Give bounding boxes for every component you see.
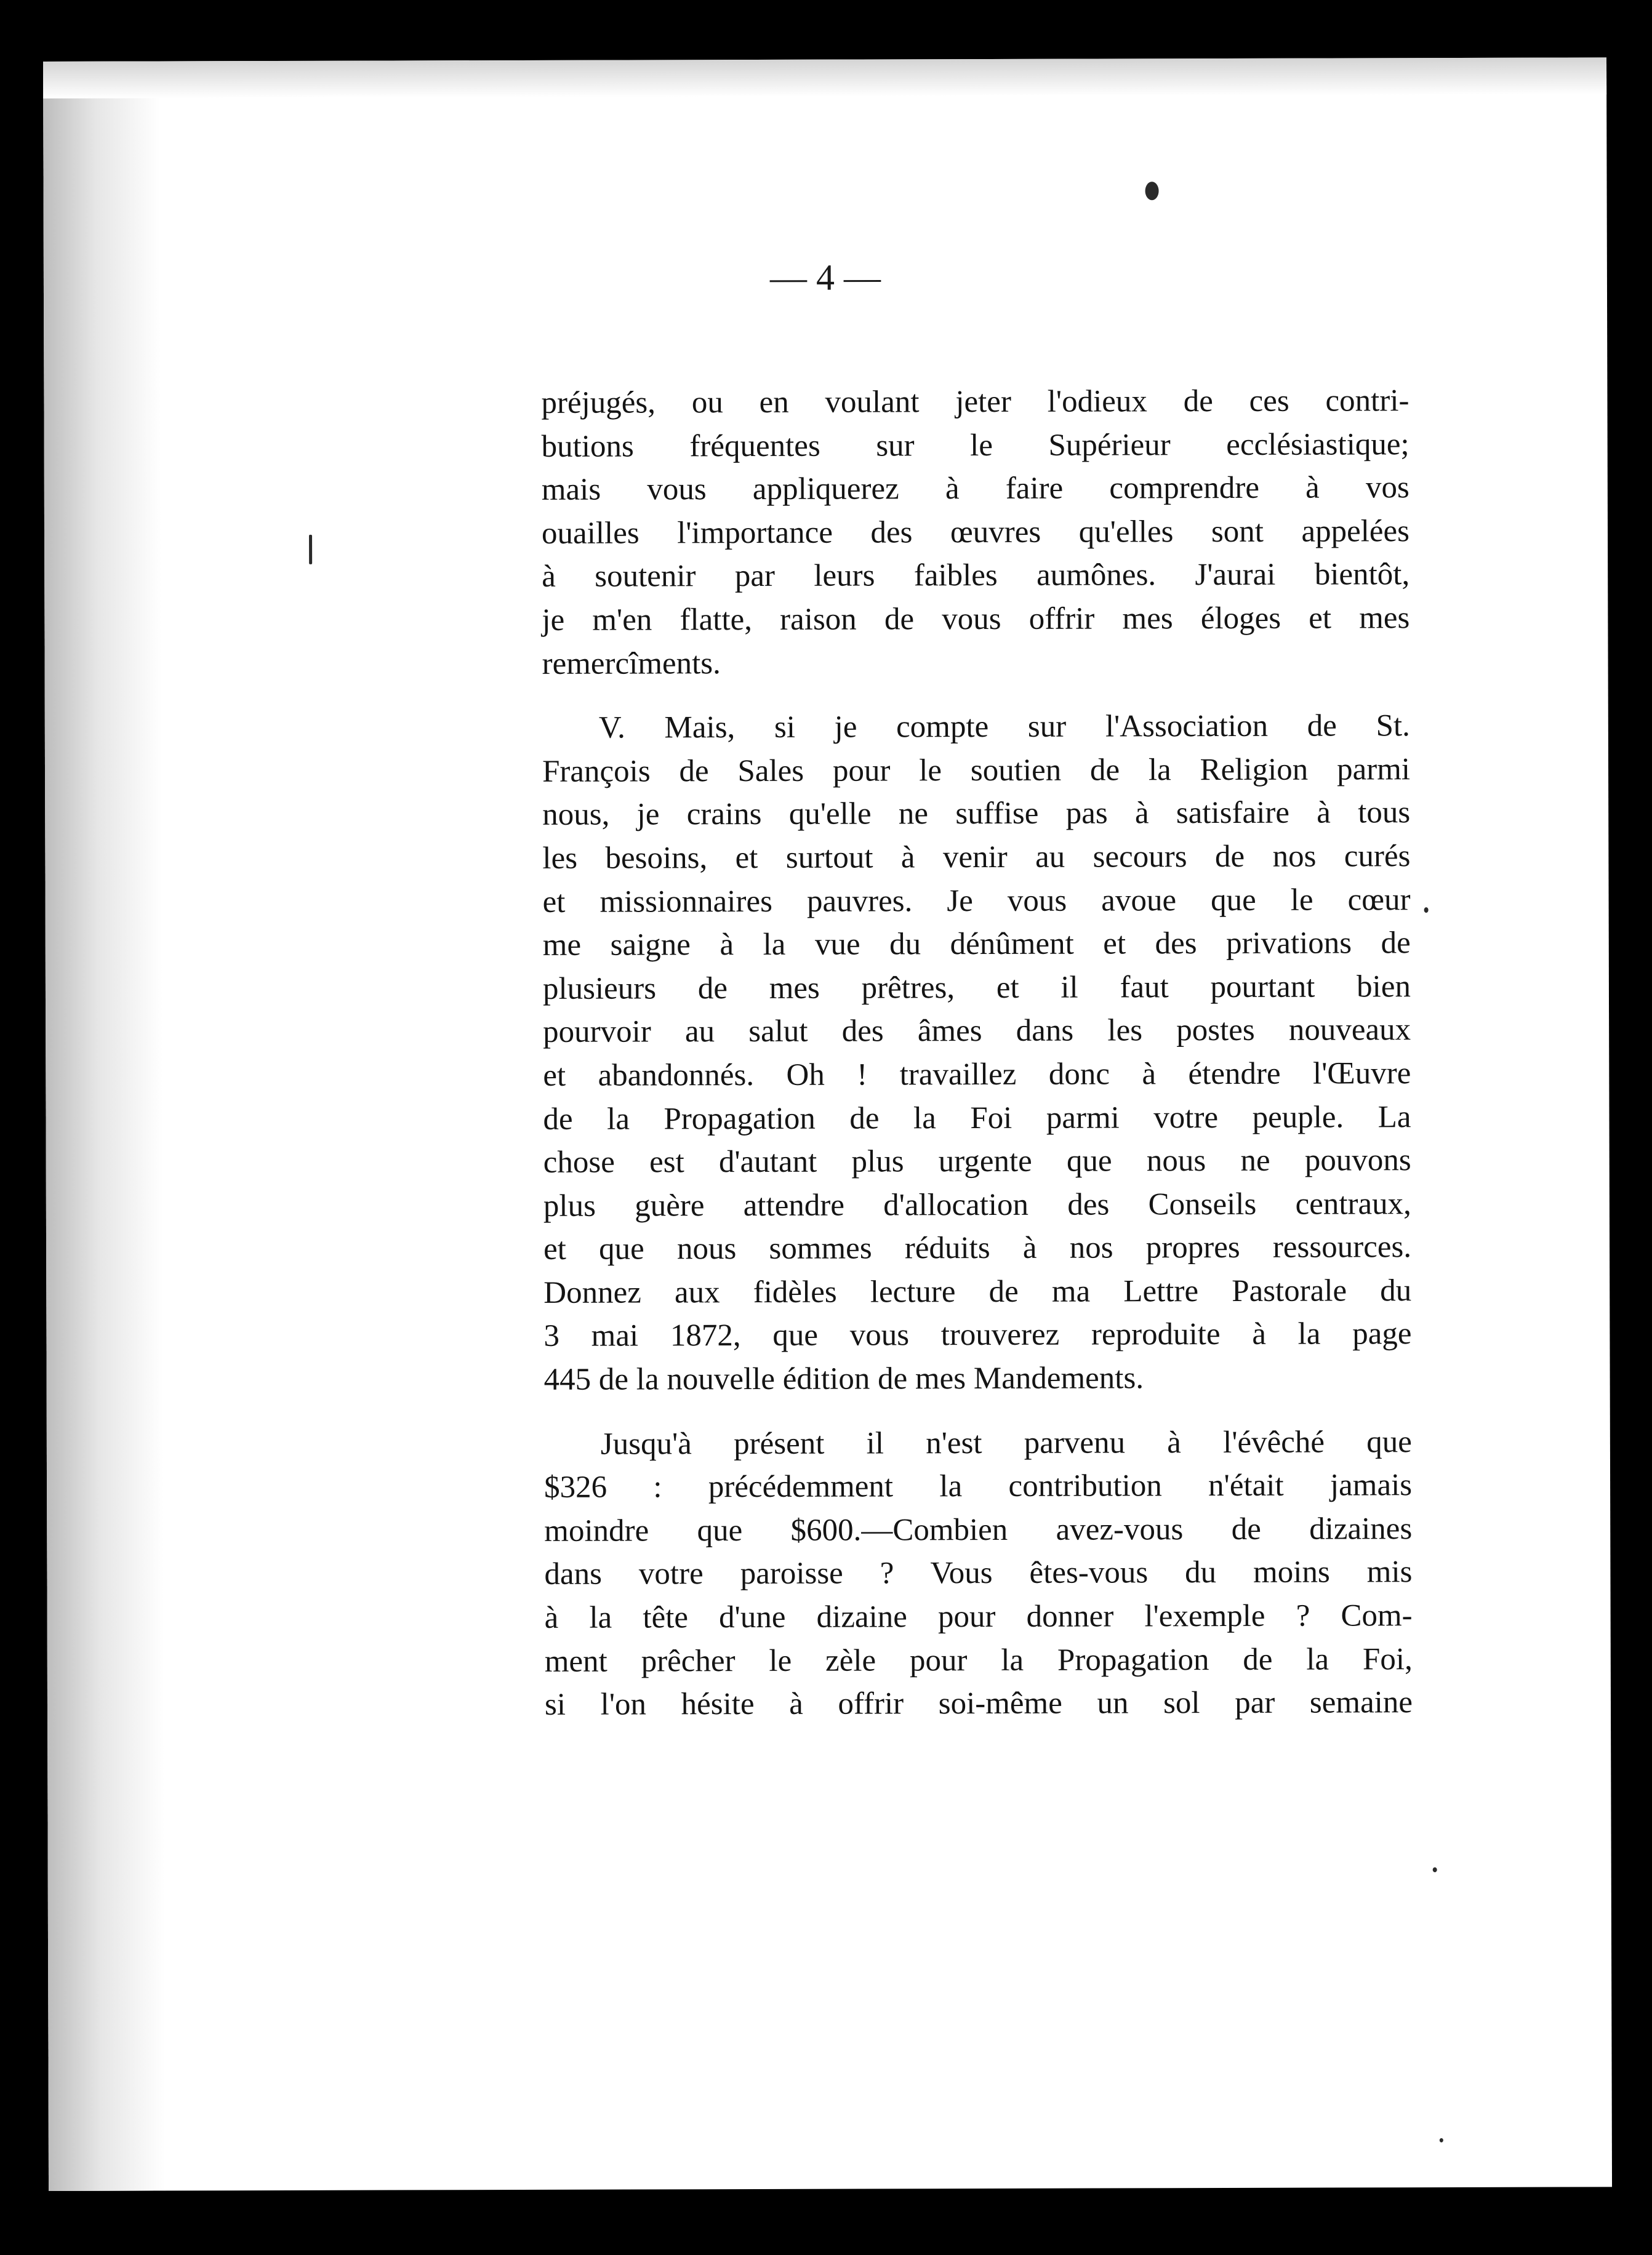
text-line: Donnez aux fidèles lecture de ma Lettre Pastorale du: [543, 1273, 1412, 1310]
text-line: à la tête d'une dizaine pour donner l'exemple ? Com-: [544, 1598, 1413, 1635]
text-line: pourvoir au salut des âmes dans les postes nouveaux: [543, 1012, 1411, 1050]
text-line: François de Sales pour le soutien de la Religion parmi: [542, 751, 1411, 789]
text-line: V. Mais, si je compte sur l'Association de St.: [598, 708, 1410, 745]
text-line: les besoins, et surtout à venir au secours de nos curés: [542, 839, 1411, 876]
text-line: plus guère attendre d'allocation des Conseils centraux,: [543, 1186, 1411, 1224]
ink-speck: [1145, 182, 1159, 200]
ink-speck: [1433, 1867, 1437, 1872]
text-line: ouailles l'importance des œuvres qu'elles sont appelées: [541, 513, 1410, 551]
text-line: Jusqu'à présent il n'est parvenu à l'évêché que: [600, 1424, 1412, 1462]
text-line: plusieurs de mes prêtres, et il faut pourtant bien: [542, 969, 1411, 1006]
ink-speck: [1424, 907, 1429, 913]
text-line: et abandonnés. Oh ! travaillez donc à étendre l'Œuvre: [543, 1056, 1411, 1093]
ink-speck: [1440, 2138, 1443, 2142]
text-line: préjugés, ou en voulant jeter l'odieux de ces contri-: [541, 383, 1409, 420]
page-sheet: [43, 57, 1612, 2191]
text-line: me saigne à la vue du dénûment et des privations de: [542, 926, 1411, 963]
paragraph-2: [542, 704, 1412, 1401]
text-line: moindre que $600.—Combien avez-vous de dizaines: [544, 1512, 1413, 1548]
text-line: remercîments.: [542, 646, 721, 681]
text-line: si l'on hésite à offrir soi-même un sol par semaine: [544, 1685, 1413, 1723]
text-line: 445 de la nouvelle édition de mes Mandements.: [543, 1361, 1144, 1397]
text-line: et que nous sommes réduits à nos propres ressources.: [543, 1230, 1412, 1267]
text-line: butions fréquentes sur le Supérieur ecclésiastique;: [541, 427, 1409, 464]
page-top-shadow: [43, 57, 1606, 98]
text-line: à soutenir par leurs faibles aumônes. J'aurai bientôt,: [542, 557, 1410, 595]
text-line: nous, je crains qu'elle ne suffise pas à satisfaire à tous: [542, 795, 1411, 833]
text-line: 3 mai 1872, que vous trouverez reproduite à la page: [543, 1316, 1412, 1354]
page-number: — 4 —: [769, 257, 881, 298]
text-line: et missionnaires pauvres. Je vous avoue que le cœur: [542, 882, 1411, 919]
text-line: mais vous appliquerez à faire comprendre à vos: [541, 470, 1409, 508]
text-line: ment prêcher le zèle pour la Propagation de la Foi,: [544, 1641, 1413, 1679]
text-line: dans votre paroisse ? Vous êtes-vous du moins mis: [544, 1555, 1413, 1592]
text-line: $326 : précédemment la contribution n'était jamais: [543, 1468, 1413, 1505]
text-line: je m'en flatte, raison de vous offrir mes éloges et mes: [542, 601, 1410, 638]
paragraph-1: [541, 379, 1409, 686]
body-text: [541, 379, 1413, 1747]
text-line: de la Propagation de la Foi parmi votre peuple. La: [543, 1099, 1411, 1137]
paragraph-3: [544, 1420, 1413, 1727]
page-edge-shadow: [43, 62, 166, 2191]
ink-speck: [309, 535, 312, 564]
text-line: chose est d'autant plus urgente que nous ne pouvons: [543, 1143, 1411, 1180]
